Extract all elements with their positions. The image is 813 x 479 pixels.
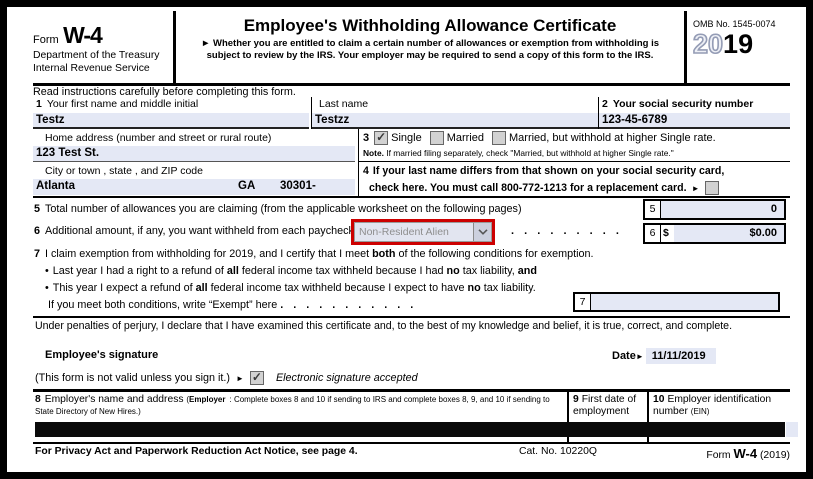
row-names-ssn <box>33 97 790 129</box>
form-footer <box>33 446 790 462</box>
ssn-input[interactable]: 123-45-6789 <box>599 113 790 129</box>
tax-year <box>693 30 790 58</box>
date-input[interactable]: 11/11/2019 <box>646 348 716 364</box>
right-arrow-icon: ► <box>691 183 700 193</box>
first-name-cell <box>33 97 312 129</box>
form-title-block <box>176 11 687 83</box>
divider <box>359 161 790 162</box>
form-header <box>33 11 790 86</box>
form-word: Form <box>33 34 59 46</box>
married-filing-note: Note. If married filing separately, check "Married, but withhold at higher Single rate." <box>363 148 674 158</box>
allowances-box <box>643 199 786 220</box>
first-name-label: 1 Your first name and middle initial <box>36 98 199 110</box>
exempt-line: If you meet both conditions, write “Exempt” here . . . . . . . . . . . <box>48 299 415 311</box>
home-address-input[interactable]: 123 Test St. <box>33 146 355 162</box>
married-higher-rate-checkbox[interactable] <box>492 131 506 145</box>
line7-bullet1: • Last year I had a right to a refund of all federal income tax withheld because I had no tax liability, and <box>45 265 537 277</box>
married-label: Married <box>446 132 484 144</box>
year-outline: 20 <box>693 29 724 59</box>
last-name-input[interactable]: Testzz <box>312 113 598 129</box>
esign-label: Electronic signature accepted <box>275 372 418 384</box>
redaction-bar <box>35 422 785 437</box>
perjury-statement: Under penalties of perjury, I declare that I have examined this certificate and, to the best of my knowledge and belief, it is true, correct, and complete. <box>35 320 733 332</box>
married-higher-rate-label: Married, but withhold at higher Single rate. <box>509 132 716 144</box>
line4-text1: 4 If your last name differs from that shown on your social security card, <box>363 165 725 177</box>
form-footer-label: Form W-4 (2019) <box>706 446 790 461</box>
city-state-zip-row <box>33 179 355 195</box>
dropdown-button[interactable] <box>473 223 491 241</box>
row-address-status <box>33 129 790 198</box>
ssn-cell <box>599 97 790 129</box>
last-name-label: Last name <box>319 98 369 110</box>
employer-name-label: 8 Employer's name and address (Employer : Complete boxes 8 and 10 if sending to IRS and complete boxes 8, 9, and 10 if sending to State Directory of New Hires.) <box>35 394 550 416</box>
additional-amount-dropdown[interactable] <box>354 222 492 242</box>
date-row <box>612 348 716 364</box>
dot-leader: . . . . . . . . . <box>511 225 620 237</box>
signature-validity-row <box>35 371 418 385</box>
exempt-input[interactable] <box>591 294 778 310</box>
omb-year-block <box>685 11 790 58</box>
line6-label: 6 Additional amount, if any, you want withheld from each paycheck <box>34 225 354 237</box>
allowances-box-number: 5 <box>645 201 661 218</box>
bullet-icon: • <box>45 282 49 294</box>
last-name-differs-checkbox[interactable] <box>705 181 719 195</box>
line4-text2: check here. You must call 800-772-1213 for a replacement card. ► <box>369 181 719 195</box>
amount-box <box>643 223 786 244</box>
exempt-box-number: 7 <box>575 294 591 310</box>
single-label: Single <box>391 132 422 144</box>
line5-label: 5 Total number of allowances you are claiming (from the applicable worksheet on the following pages) <box>34 203 522 215</box>
zip-input[interactable]: 30301- <box>280 180 316 192</box>
bullet-icon: • <box>45 265 49 277</box>
status-column <box>359 129 790 196</box>
year-bold: 19 <box>723 29 754 59</box>
state-input[interactable]: GA <box>238 180 256 192</box>
esign-checkbox[interactable]: ✓ <box>251 370 262 384</box>
form-id-block <box>33 11 176 83</box>
amount-box-number: 6 <box>645 225 661 242</box>
ssn-label: 2 Your social security number <box>602 98 754 110</box>
dollar-sign: $ <box>663 227 669 239</box>
dept-line2: Internal Revenue Service <box>33 63 150 74</box>
chevron-down-icon <box>478 229 488 235</box>
city-label: City or town , state , and ZIP code <box>45 165 203 177</box>
employee-signature-label: Employee's signature <box>45 349 159 361</box>
dot-leader: . . . . . . . . . . . <box>280 299 415 311</box>
last-name-cell <box>312 97 599 129</box>
first-name-input[interactable]: Testz <box>33 113 309 129</box>
line7-bullet2: • This year I expect a refund of all federal income tax withheld because I expect to have no tax liability. <box>45 282 536 294</box>
marital-status-row: 3 ✓ Single Married Married, but withhold at higher Single rate. <box>363 130 716 144</box>
highlight-box <box>351 219 495 245</box>
home-address-label: Home address (number and street or rural route) <box>45 132 272 144</box>
form-subtitle: ► Whether you are entitled to claim a certain number of allowances or exemption from withholding is subject to review by the IRS. Your employer may be required to send a copy of this form to the IRS. <box>200 38 660 61</box>
exempt-box <box>573 292 780 312</box>
line7-text: 7 I claim exemption from withholding for 2019, and I certify that I meet both of the following conditions for exemption. <box>34 248 594 260</box>
page-title: Employee's Withholding Allowance Certificate <box>243 16 617 35</box>
privacy-notice: For Privacy Act and Paperwork Reduction Act Notice, see page 4. <box>35 446 358 457</box>
signature-validity-note: (This form is not valid unless you sign it.) <box>35 372 231 384</box>
allowances-input[interactable]: 0 <box>661 201 784 218</box>
employer-table <box>33 392 790 444</box>
first-date-label: 9 First date of employment <box>573 394 637 417</box>
single-checkbox[interactable]: ✓ <box>376 130 387 144</box>
line5-row <box>33 199 790 221</box>
right-arrow-icon: ► <box>635 351 644 361</box>
field-remnant <box>786 422 798 437</box>
city-input[interactable]: Atlanta <box>36 180 75 192</box>
date-label: Date <box>612 350 636 362</box>
dropdown-selected-value: Non-Resident Alien <box>359 226 449 238</box>
catalog-number: Cat. No. 10220Q <box>519 446 597 457</box>
dept-line1: Department of the Treasury <box>33 50 160 61</box>
right-arrow-icon: ► <box>236 373 244 383</box>
line7-block <box>33 246 790 318</box>
instructions-note: Read instructions carefully before completing this form. <box>33 86 296 98</box>
married-checkbox[interactable] <box>430 131 444 145</box>
form-number: W-4 <box>63 22 102 48</box>
additional-amount-input[interactable]: $0.00 <box>674 225 784 242</box>
line6-row <box>33 221 790 245</box>
ein-label: 10 Employer identification number (EIN) <box>653 394 772 417</box>
address-column <box>33 129 359 196</box>
omb-number: OMB No. 1545-0074 <box>693 19 776 29</box>
